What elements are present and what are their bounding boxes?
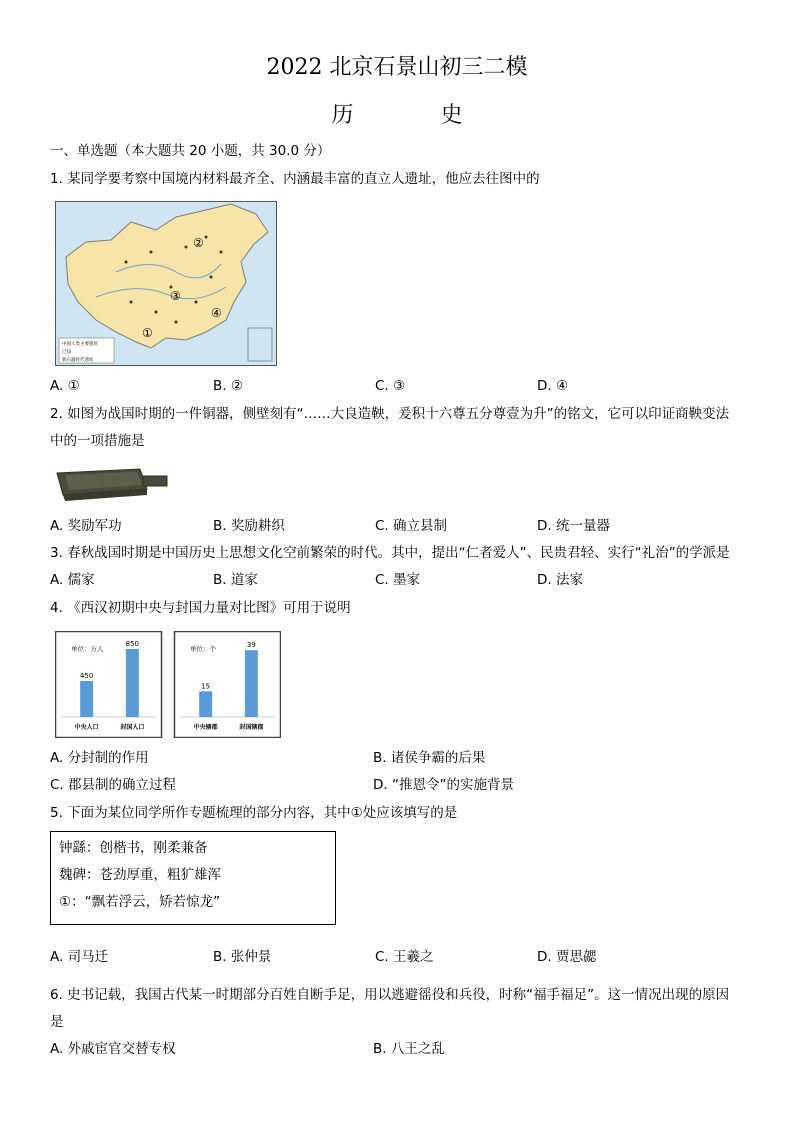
q1-option-c[interactable]: C. ③ <box>375 378 406 394</box>
map-marker-1: ① <box>142 326 153 340</box>
chart-bar <box>245 650 258 717</box>
chart-bar <box>126 649 139 717</box>
chart-bar <box>199 691 212 717</box>
q2-option-a[interactable]: A. 奖励军功 <box>50 518 122 534</box>
legend-item: 新石器时代遗址 <box>62 358 94 363</box>
legend-item: 已知 <box>62 350 71 355</box>
chart-value-label: 450 <box>79 672 94 680</box>
q5-stem: 5. 下面为某位同学所作专题梳理的部分内容，其中①处应该填写的是 <box>50 805 458 821</box>
chart-value-label: 15 <box>201 682 211 691</box>
chart-value-label: 39 <box>246 641 256 650</box>
q1-stem: 1. 某同学要考察中国境内材料最齐全、内涵最丰富的直立人遗址，他应去往图中的 <box>50 171 540 187</box>
q5-option-b[interactable]: B. 张仲景 <box>213 949 272 965</box>
q1-option-a[interactable]: A. ① <box>50 378 80 394</box>
q4-option-d[interactable]: D. “推恩令”的实施背景 <box>373 777 514 793</box>
chart-unit-label: 单位：万人 <box>71 645 104 653</box>
china-map <box>56 202 276 365</box>
q5-option-a[interactable]: A. 司马迁 <box>50 949 109 965</box>
q6-stem-line1: 6. 史书记载，我国古代某一时期部分百姓自断手足，用以逃避徭役和兵役，时称“福手福足”。这一情况出现的原因 <box>50 987 730 1003</box>
q2-bronze-figure <box>55 463 170 503</box>
q5-box-line: 魏碑：苍劲厚重，粗犷雄浑 <box>59 867 221 883</box>
q1-option-d[interactable]: D. ④ <box>537 378 569 394</box>
map-marker-4: ④ <box>211 306 222 320</box>
q3-option-d[interactable]: D. 法家 <box>537 572 583 588</box>
q2-option-b[interactable]: B. 奖励耕织 <box>213 518 285 534</box>
q5-box-line: 钟繇：创楷书，刚柔兼备 <box>59 840 208 856</box>
chart-value-label: 850 <box>125 640 140 648</box>
bronze-measure-image <box>55 463 170 503</box>
subject-title: 历 史 <box>331 103 503 128</box>
q4-option-c[interactable]: C. 郡县制的确立过程 <box>50 777 177 793</box>
map-marker-2: ② <box>193 236 204 250</box>
q4-charts <box>55 631 281 738</box>
q4-option-b[interactable]: B. 诸侯争霸的后果 <box>373 750 486 766</box>
q6-option-b[interactable]: B. 八王之乱 <box>373 1041 445 1057</box>
q2-stem-line2: 中的一项措施是 <box>50 433 145 449</box>
chart-category-label: 封国辖郡 <box>239 724 264 731</box>
chart-bar <box>80 681 93 717</box>
q5-topic-box <box>50 831 336 925</box>
q1-option-b[interactable]: B. ② <box>213 378 243 394</box>
q6-stem-line2: 是 <box>50 1014 64 1030</box>
q4-stem: 4. 《西汉初期中央与封国力量对比图》可用于说明 <box>50 600 351 616</box>
q5-option-c[interactable]: C. 王羲之 <box>375 949 434 965</box>
q2-option-c[interactable]: C. 确立县制 <box>375 518 448 534</box>
q6-option-a[interactable]: A. 外戚宦官交替专权 <box>50 1041 176 1057</box>
main-title: 2022 北京石景山初三二模 <box>266 55 528 80</box>
q1-map-figure <box>55 201 277 366</box>
q3-option-b[interactable]: B. 道家 <box>213 572 258 588</box>
q4-chart-figure <box>55 631 281 738</box>
chart-category-label: 封国人口 <box>120 724 145 731</box>
chart-category-label: 中央人口 <box>74 724 99 731</box>
chart-unit-label: 单位：个 <box>190 645 216 653</box>
legend-item: 中国人类主要遗址 <box>62 342 98 347</box>
map-marker-3: ③ <box>170 289 181 303</box>
q3-option-c[interactable]: C. 墨家 <box>375 572 421 588</box>
south-sea-inset <box>248 328 272 361</box>
q3-stem: 3. 春秋战国时期是中国历史上思想文化空前繁荣的时代。其中，提出“仁者爱人”、民贵君轻、实行“礼治”的学派是 <box>50 545 730 561</box>
q5-option-d[interactable]: D. 贾思勰 <box>537 949 597 965</box>
q5-box-line: ①：“飘若浮云，矫若惊龙” <box>59 894 221 910</box>
chart-category-label: 中央辖郡 <box>193 724 218 731</box>
q2-option-d[interactable]: D. 统一量器 <box>537 518 610 534</box>
q4-option-a[interactable]: A. 分封制的作用 <box>50 750 149 766</box>
q3-option-a[interactable]: A. 儒家 <box>50 572 95 588</box>
section-heading: 一、单选题（本大题共 20 小题，共 30.0 分） <box>50 143 331 159</box>
q2-stem-line1: 2. 如图为战国时期的一件铜器，侧壁刻有“……大良造鞅，爰积十六尊五分尊壹为升”的铭文，它可以印证商鞅变法 <box>50 406 730 422</box>
